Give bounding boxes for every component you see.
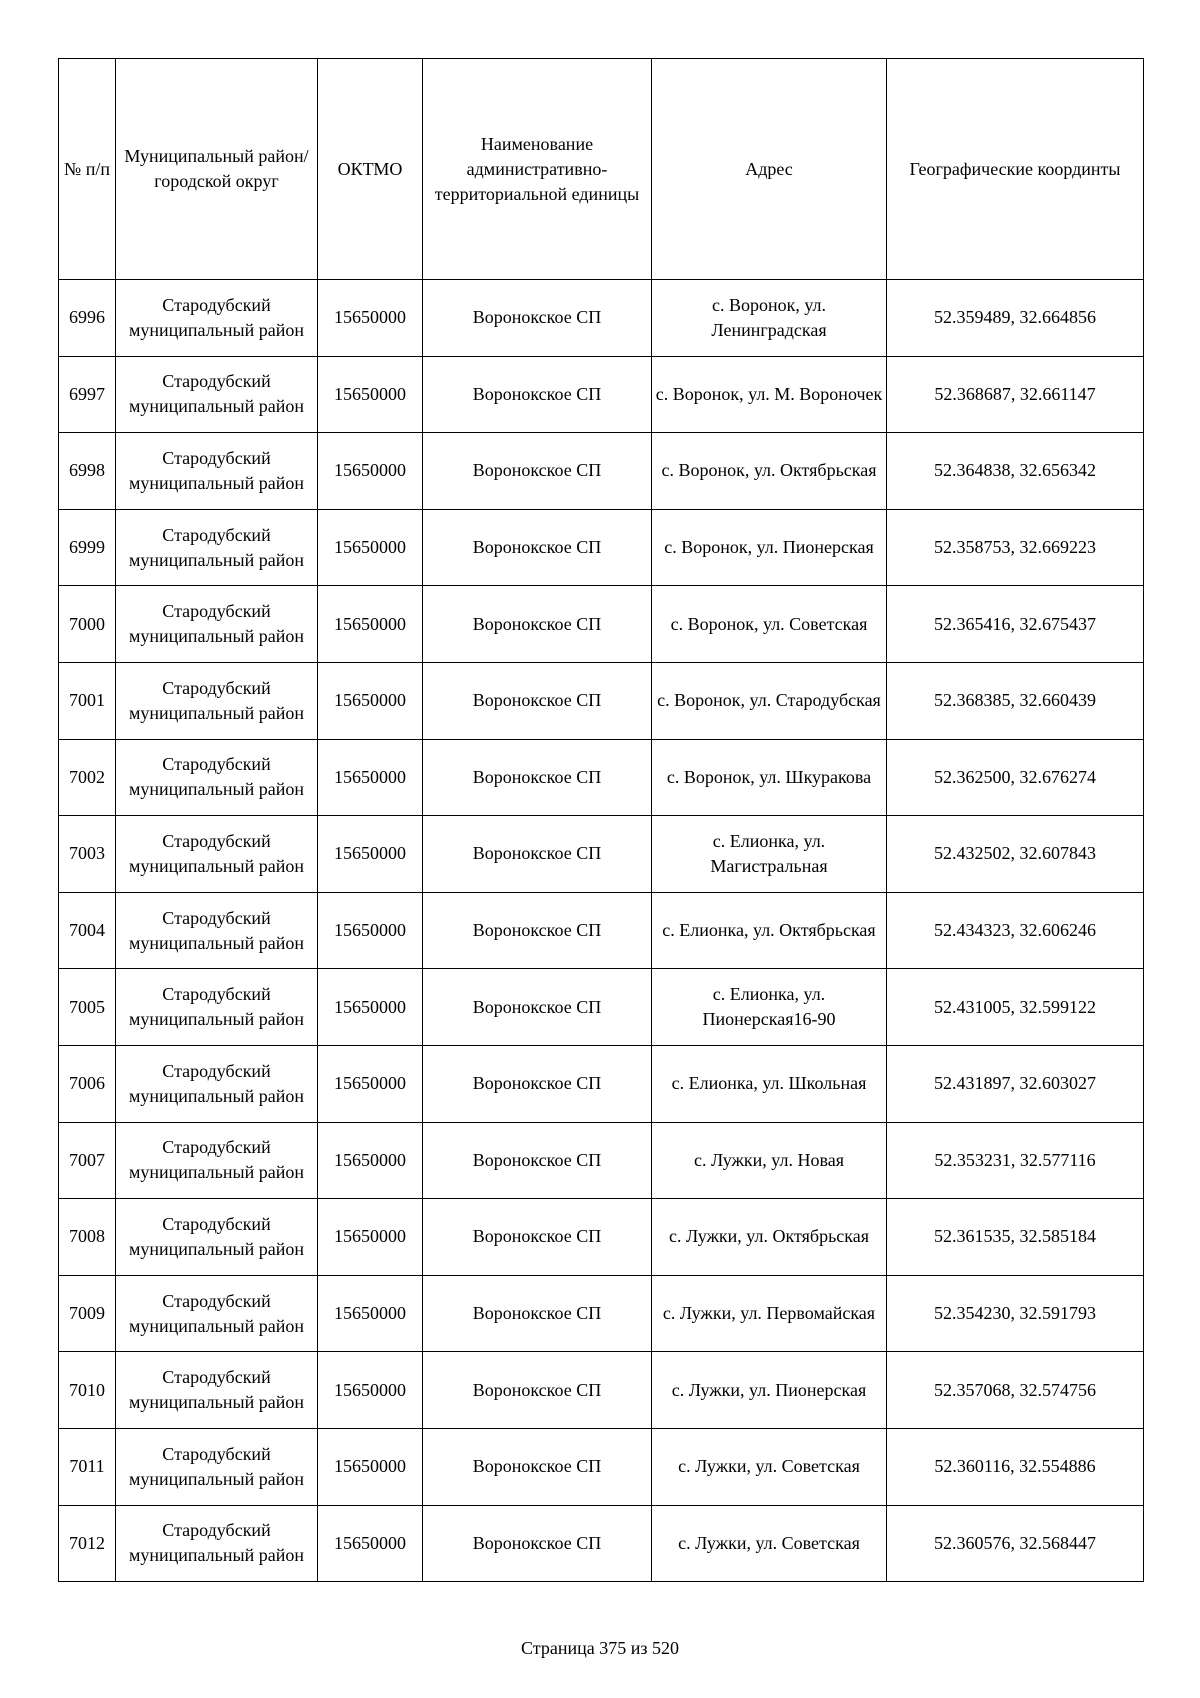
cell-admin-unit: Воронокское СП (423, 1428, 652, 1505)
cell-admin-unit: Воронокское СП (423, 1505, 652, 1582)
cell-address: с. Лужки, ул. Первомайская (652, 1275, 887, 1352)
cell-admin-unit: Воронокское СП (423, 662, 652, 739)
cell-coordinates: 52.368385, 32.660439 (887, 662, 1144, 739)
cell-admin-unit: Воронокское СП (423, 892, 652, 969)
header-admin-unit: Наименование административно-территориальной единицы (423, 59, 652, 280)
cell-district: Стародубский муниципальный район (116, 816, 318, 893)
cell-district: Стародубский муниципальный район (116, 1122, 318, 1199)
header-number: № п/п (59, 59, 116, 280)
table-row (59, 969, 1144, 1046)
cell-coordinates: 52.368687, 32.661147 (887, 356, 1144, 433)
cell-oktmo: 15650000 (318, 1045, 423, 1122)
cell-number: 7004 (59, 892, 116, 969)
cell-address: с. Воронок, ул. Советская (652, 586, 887, 663)
cell-oktmo: 15650000 (318, 969, 423, 1046)
table-row (59, 662, 1144, 739)
cell-admin-unit: Воронокское СП (423, 739, 652, 816)
cell-coordinates: 52.431897, 32.603027 (887, 1045, 1144, 1122)
table-row (59, 816, 1144, 893)
cell-admin-unit: Воронокское СП (423, 1275, 652, 1352)
cell-oktmo: 15650000 (318, 892, 423, 969)
cell-coordinates: 52.361535, 32.585184 (887, 1199, 1144, 1276)
cell-oktmo: 15650000 (318, 1505, 423, 1582)
cell-district: Стародубский муниципальный район (116, 433, 318, 510)
cell-coordinates: 52.360116, 32.554886 (887, 1428, 1144, 1505)
cell-number: 7010 (59, 1352, 116, 1429)
cell-admin-unit: Воронокское СП (423, 509, 652, 586)
cell-district: Стародубский муниципальный район (116, 1352, 318, 1429)
cell-address: с. Лужки, ул. Октябрьская (652, 1199, 887, 1276)
cell-coordinates: 52.431005, 32.599122 (887, 969, 1144, 1046)
table-row (59, 1199, 1144, 1276)
cell-admin-unit: Воронокское СП (423, 356, 652, 433)
cell-district: Стародубский муниципальный район (116, 892, 318, 969)
cell-coordinates: 52.357068, 32.574756 (887, 1352, 1144, 1429)
cell-number: 7007 (59, 1122, 116, 1199)
table-row (59, 586, 1144, 663)
cell-address: с. Лужки, ул. Пионерская (652, 1352, 887, 1429)
cell-oktmo: 15650000 (318, 433, 423, 510)
cell-coordinates: 52.432502, 32.607843 (887, 816, 1144, 893)
cell-address: с. Елионка, ул. Октябрьская (652, 892, 887, 969)
cell-district: Стародубский муниципальный район (116, 586, 318, 663)
cell-coordinates: 52.434323, 32.606246 (887, 892, 1144, 969)
cell-number: 7003 (59, 816, 116, 893)
cell-number: 7000 (59, 586, 116, 663)
table-row (59, 739, 1144, 816)
cell-district: Стародубский муниципальный район (116, 280, 318, 357)
cell-number: 7012 (59, 1505, 116, 1582)
page-number: Страница 375 из 520 (521, 1638, 679, 1658)
cell-district: Стародубский муниципальный район (116, 662, 318, 739)
table-row (59, 1505, 1144, 1582)
cell-district: Стародубский муниципальный район (116, 1505, 318, 1582)
cell-oktmo: 15650000 (318, 1275, 423, 1352)
cell-admin-unit: Воронокское СП (423, 433, 652, 510)
cell-coordinates: 52.364838, 32.656342 (887, 433, 1144, 510)
cell-oktmo: 15650000 (318, 1199, 423, 1276)
cell-number: 6996 (59, 280, 116, 357)
cell-admin-unit: Воронокское СП (423, 969, 652, 1046)
cell-address: с. Воронок, ул. М. Вороночек (652, 356, 887, 433)
cell-address: с. Воронок, ул. Ленинградская (652, 280, 887, 357)
table-row (59, 1428, 1144, 1505)
cell-coordinates: 52.359489, 32.664856 (887, 280, 1144, 357)
cell-address: с. Лужки, ул. Советская (652, 1428, 887, 1505)
cell-coordinates: 52.362500, 32.676274 (887, 739, 1144, 816)
cell-admin-unit: Воронокское СП (423, 1122, 652, 1199)
cell-address: с. Елионка, ул. Школьная (652, 1045, 887, 1122)
cell-number: 7005 (59, 969, 116, 1046)
cell-number: 7011 (59, 1428, 116, 1505)
table-row (59, 1122, 1144, 1199)
cell-district: Стародубский муниципальный район (116, 739, 318, 816)
cell-oktmo: 15650000 (318, 1352, 423, 1429)
header-oktmo: ОКТМО (318, 59, 423, 280)
cell-number: 7008 (59, 1199, 116, 1276)
cell-number: 7006 (59, 1045, 116, 1122)
header-coordinates: Географические координты (887, 59, 1144, 280)
cell-district: Стародубский муниципальный район (116, 1199, 318, 1276)
cell-coordinates: 52.360576, 32.568447 (887, 1505, 1144, 1582)
cell-number: 7002 (59, 739, 116, 816)
cell-address: с. Лужки, ул. Советская (652, 1505, 887, 1582)
cell-admin-unit: Воронокское СП (423, 1199, 652, 1276)
cell-admin-unit: Воронокское СП (423, 586, 652, 663)
cell-oktmo: 15650000 (318, 280, 423, 357)
cell-address: с. Елионка, ул. Магистральная (652, 816, 887, 893)
cell-coordinates: 52.358753, 32.669223 (887, 509, 1144, 586)
table-row (59, 1045, 1144, 1122)
cell-address: с. Лужки, ул. Новая (652, 1122, 887, 1199)
cell-district: Стародубский муниципальный район (116, 1045, 318, 1122)
cell-coordinates: 52.354230, 32.591793 (887, 1275, 1144, 1352)
cell-oktmo: 15650000 (318, 1122, 423, 1199)
cell-district: Стародубский муниципальный район (116, 1275, 318, 1352)
table-row (59, 1352, 1144, 1429)
cell-number: 7009 (59, 1275, 116, 1352)
cell-admin-unit: Воронокское СП (423, 816, 652, 893)
cell-admin-unit: Воронокское СП (423, 1352, 652, 1429)
table-header-row (59, 59, 1144, 280)
header-address: Адрес (652, 59, 887, 280)
cell-oktmo: 15650000 (318, 816, 423, 893)
header-district: Муниципальный район/городской округ (116, 59, 318, 280)
cell-oktmo: 15650000 (318, 739, 423, 816)
cell-admin-unit: Воронокское СП (423, 1045, 652, 1122)
cell-district: Стародубский муниципальный район (116, 509, 318, 586)
table-row (59, 280, 1144, 357)
cell-number: 6997 (59, 356, 116, 433)
data-table (58, 58, 1144, 1582)
table-row (59, 1275, 1144, 1352)
cell-district: Стародубский муниципальный район (116, 356, 318, 433)
cell-district: Стародубский муниципальный район (116, 969, 318, 1046)
table-row (59, 509, 1144, 586)
cell-address: с. Воронок, ул. Шкуракова (652, 739, 887, 816)
cell-address: с. Елионка, ул. Пионерская16-90 (652, 969, 887, 1046)
cell-oktmo: 15650000 (318, 356, 423, 433)
cell-oktmo: 15650000 (318, 662, 423, 739)
table-body (59, 280, 1144, 1582)
cell-oktmo: 15650000 (318, 586, 423, 663)
cell-number: 6998 (59, 433, 116, 510)
cell-address: с. Воронок, ул. Пионерская (652, 509, 887, 586)
table-row (59, 892, 1144, 969)
cell-district: Стародубский муниципальный район (116, 1428, 318, 1505)
cell-oktmo: 15650000 (318, 509, 423, 586)
cell-admin-unit: Воронокское СП (423, 280, 652, 357)
cell-number: 6999 (59, 509, 116, 586)
table-row (59, 433, 1144, 510)
cell-number: 7001 (59, 662, 116, 739)
cell-oktmo: 15650000 (318, 1428, 423, 1505)
cell-address: с. Воронок, ул. Октябрьская (652, 433, 887, 510)
cell-address: с. Воронок, ул. Стародубская (652, 662, 887, 739)
cell-coordinates: 52.365416, 32.675437 (887, 586, 1144, 663)
cell-coordinates: 52.353231, 32.577116 (887, 1122, 1144, 1199)
table-row (59, 356, 1144, 433)
